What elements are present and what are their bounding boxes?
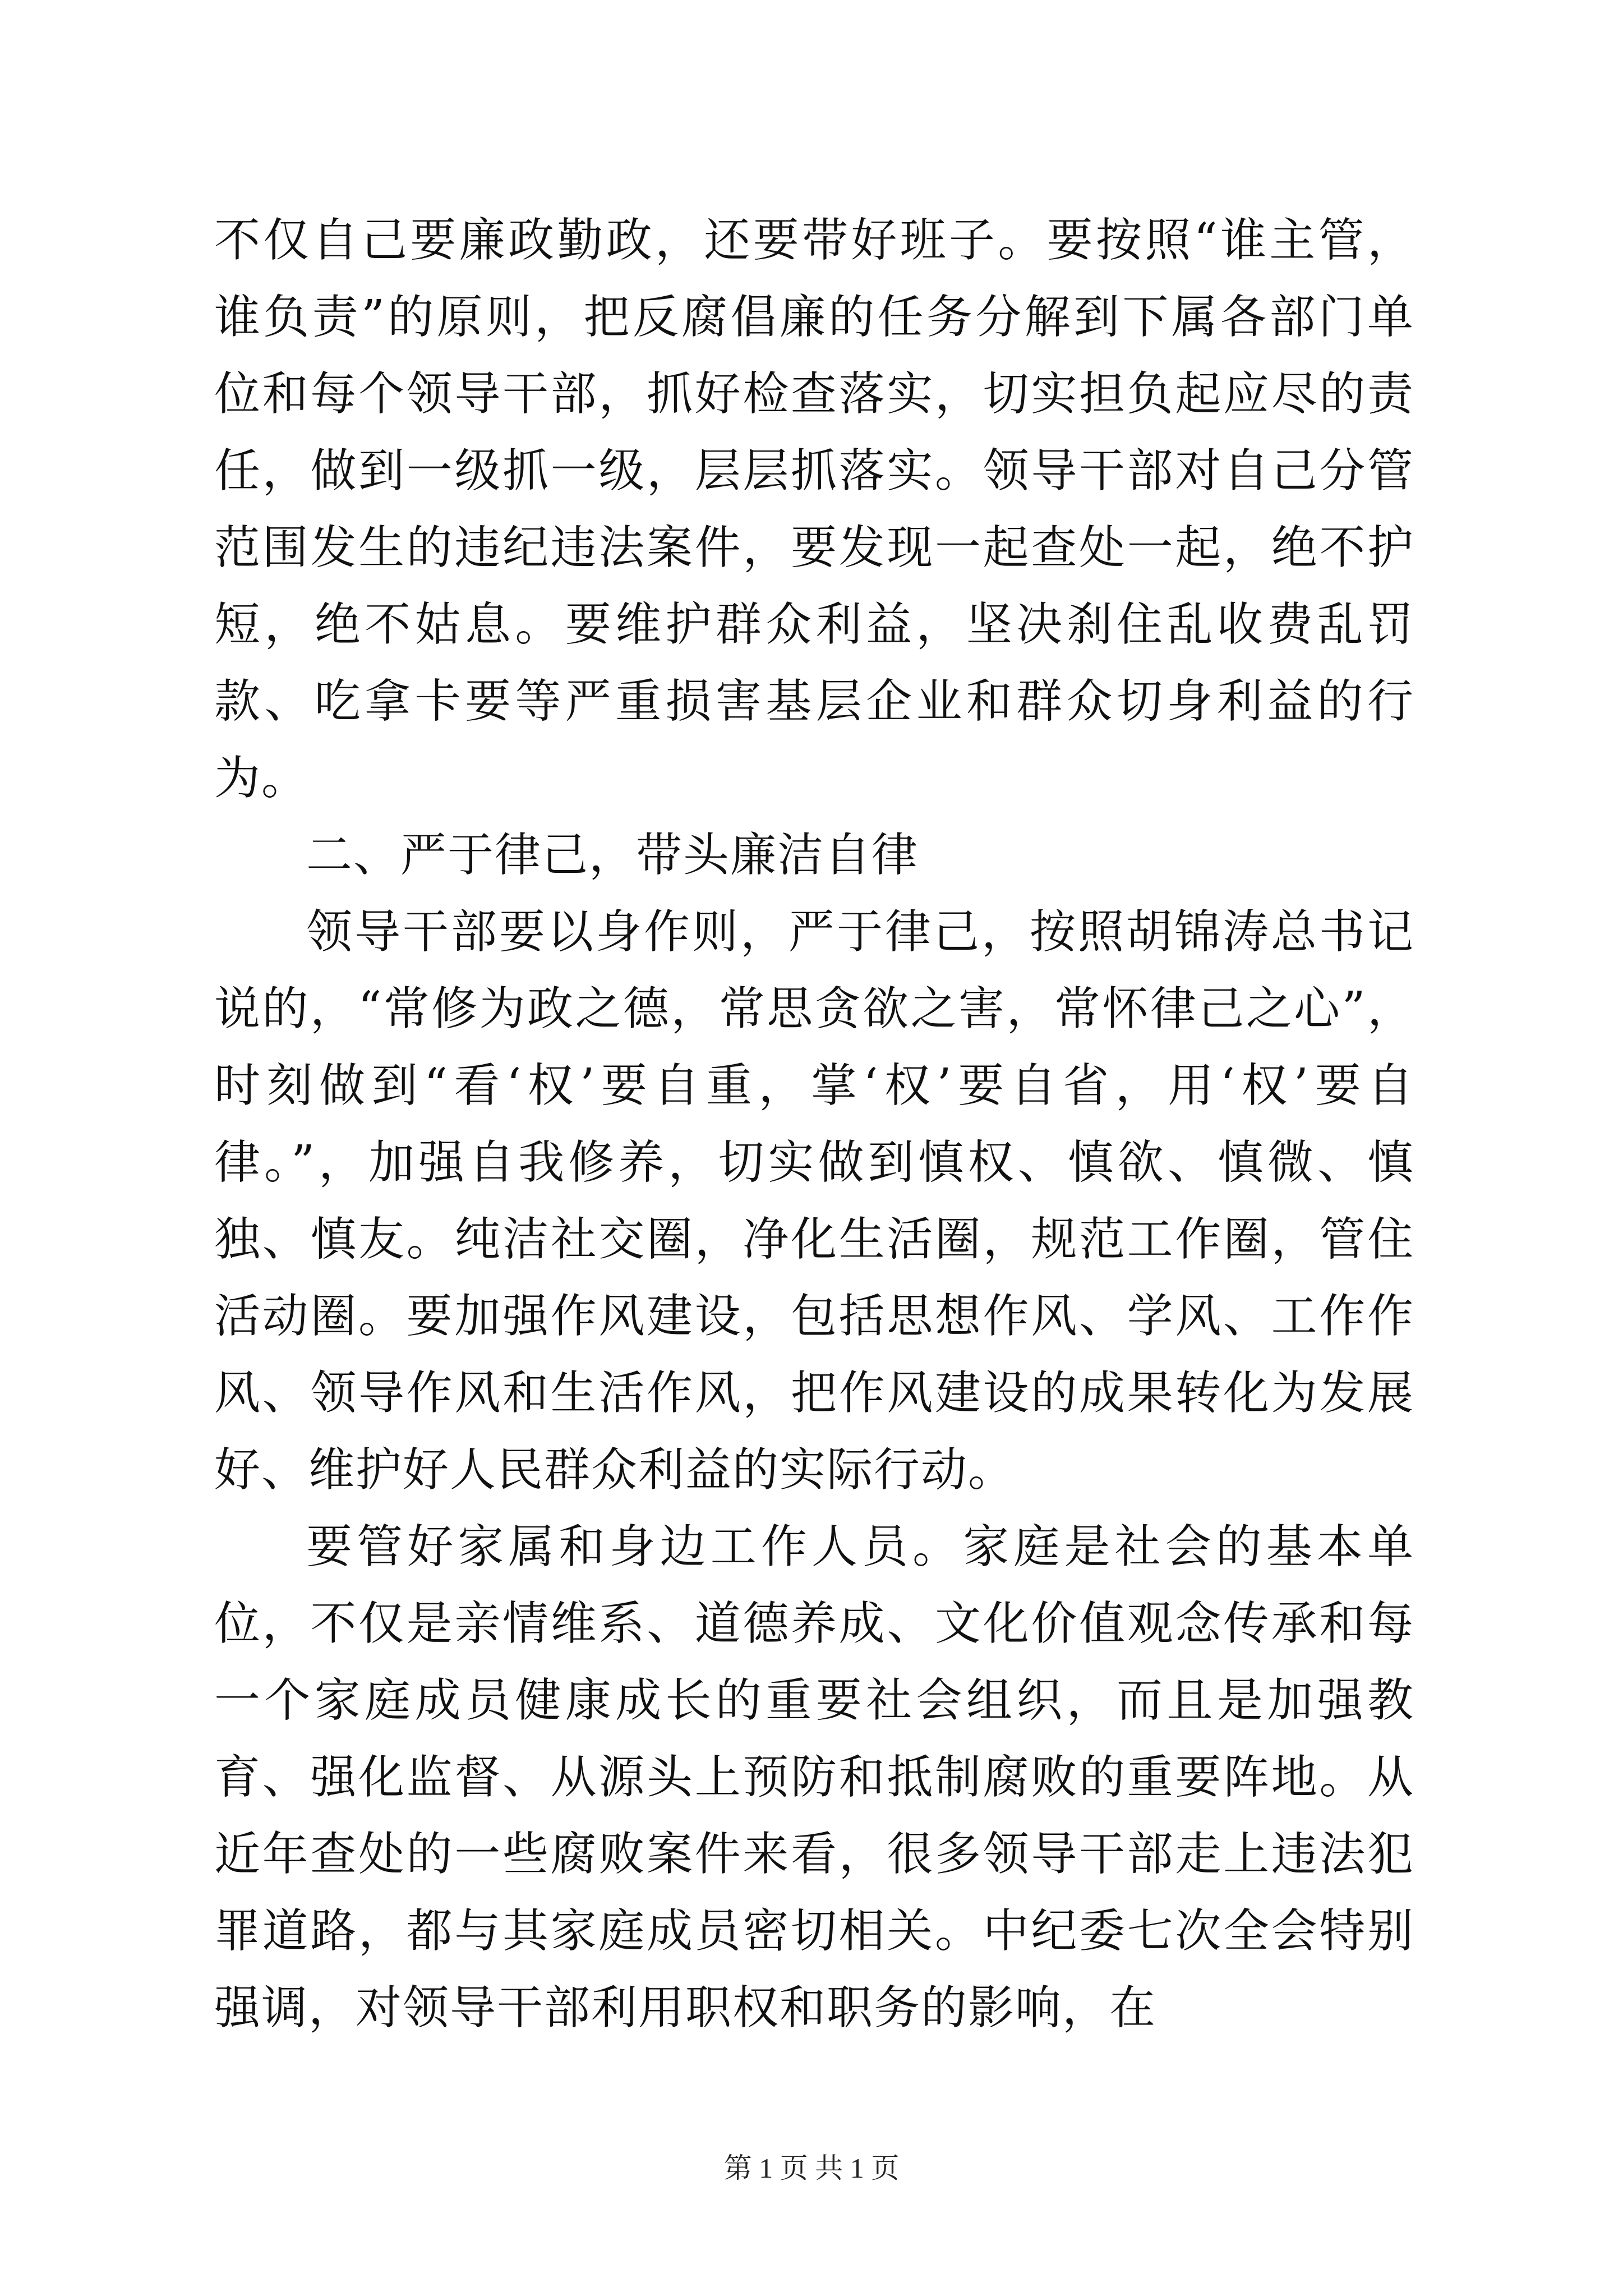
paragraph-continuation: 不仅自己要廉政勤政，还要带好班子。要按照“谁主管，谁负责”的原则，把反腐倡廉的任务分解到下属各部门单位和每个领导干部，抓好检查落实，切实担负起应尽的责任，做到一级抓一级，层层抓落实。领导干部对自己分管范围发生的违纪违法案件，要发现一起查处一起，绝不护短，绝不姑息。要维护群众利益，坚决刹住乱收费乱罚款、吃拿卡要等严重损害基层企业和群众切身利益的行为。 — [214, 214, 1414, 805]
paragraph-family-management: 要管好家属和身边工作人员。家庭是社会的基本单位，不仅是亲情维系、道德养成、文化价值观念传承和每一个家庭成员健康成长的重要社会组织，而且是加强教育、强化监督、从源头上预防和抵制腐败的重要阵地。从近年查处的一些腐败案件来看，很多领导干部走上违法犯罪道路，都与其家庭成员密切相关。中纪委七次全会特别强调，对领导干部利用职权和职务的影响，在 — [214, 1520, 1414, 2035]
section-heading: 二、严于律己，带头廉洁自律 — [306, 829, 919, 882]
document-body — [214, 202, 1414, 2046]
page-number-footer: 第 1 页 共 1 页 — [723, 2152, 900, 2184]
paragraph-self-discipline: 领导干部要以身作则，严于律己，按照胡锦涛总书记说的，“常修为政之德，常思贪欲之害，常怀律己之心”，时刻做到“看‘权’要自重，掌‘权’要自省，用‘权’要自律。”，加强自我修养，切实做到慎权、慎欲、慎微、慎独、慎友。纯洁社交圈，净化生活圈，规范工作圈，管住活动圈。要加强作风建设，包括思想作风、学风、工作作风、领导作风和生活作风，把作风建设的成果转化为发展好、维护好人民群众利益的实际行动。 — [214, 905, 1414, 1497]
